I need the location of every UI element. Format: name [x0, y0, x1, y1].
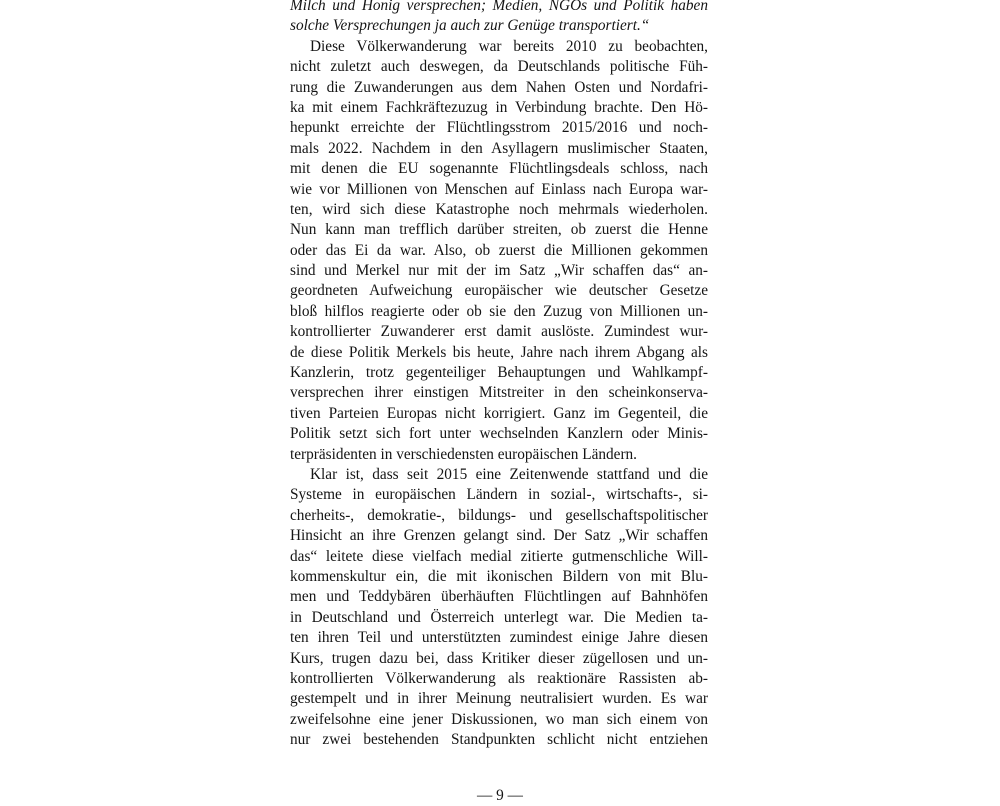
- text-line: das“ leitete diese vielfach medial zitierte gutmenschliche Will-: [290, 547, 708, 565]
- body-text: [290, 0, 708, 750]
- text-line: versprechen ihrer einstigen Mitstreiter in den scheinkonserva-: [290, 384, 708, 402]
- text-line: mals 2022. Nachdem in den Asyllagern muslimischer Staaten,: [290, 139, 708, 157]
- text-line: wie vor Millionen von Menschen auf Einlass nach Europa war-: [290, 180, 708, 198]
- text-line: ka mit einem Fachkräftezuzug in Verbindung brachte. Den Hö-: [290, 98, 708, 116]
- text-line: Hinsicht an ihre Grenzen gelangt sind. Der Satz „Wir schaffen: [290, 527, 708, 545]
- page-number: — 9 —: [477, 787, 523, 804]
- text-line: Kanzlerin, trotz gegenteiliger Behauptungen und Wahlkampf-: [290, 364, 708, 382]
- text-line: Kurs, trugen dazu bei, dass Kritiker dieser zügellosen und un-: [290, 649, 708, 667]
- text-line: terpräsidenten in verschiedensten europäischen Ländern.: [290, 445, 638, 463]
- text-line: gestempelt und in ihrer Meinung neutralisiert wurden. Es war: [290, 690, 708, 708]
- text-line: Milch und Honig versprechen; Medien, NGOs und Politik haben: [290, 0, 708, 14]
- text-line: kommenskultur ein, die mit ikonischen Bildern von mit Blu-: [290, 567, 708, 585]
- text-line: Politik setzt sich fort unter wechselnden Kanzlern oder Minis-: [290, 425, 708, 443]
- text-line: ten ihren Teil und unterstützten zumindest einige Jahre diesen: [290, 629, 708, 647]
- paragraph-2: [290, 465, 708, 750]
- quote-passage: [290, 0, 708, 37]
- text-line: kontrollierten Völkerwanderung als reaktionäre Rassisten ab-: [290, 669, 708, 687]
- text-line: solche Versprechungen ja auch zur Genüge transportiert.“: [290, 17, 650, 35]
- text-line: cherheits-, demokratie-, bildungs- und gesellschaftspolitischer: [290, 506, 708, 524]
- text-line: Klar ist, dass seit 2015 eine Zeitenwende stattfand und die: [310, 465, 708, 483]
- text-line: ten, wird sich diese Katastrophe noch mehrmals wiederholen.: [290, 200, 708, 218]
- text-line: oder das Ei da war. Also, ob zuerst die Millionen gekommen: [290, 241, 708, 259]
- text-line: Diese Völkerwanderung war bereits 2010 zu beobachten,: [310, 37, 708, 55]
- text-line: men und Teddybären überhäuften Flüchtlingen auf Bahnhöfen: [290, 588, 708, 606]
- text-line: nicht zuletzt auch deswegen, da Deutschlands politische Füh-: [290, 58, 708, 76]
- text-line: Nun kann man trefflich darüber streiten, ob zuerst die Henne: [290, 221, 708, 239]
- text-line: hepunkt erreichte der Flüchtlingsstrom 2015/2016 und noch-: [290, 119, 708, 137]
- text-line: Systeme in europäischen Ländern in sozial-, wirtschafts-, si-: [290, 486, 708, 504]
- text-line: bloß hilflos reagierte oder ob sie den Zuzug von Millionen un-: [290, 302, 708, 320]
- text-line: tiven Parteien Europas nicht korrigiert. Ganz im Gegenteil, die: [290, 404, 708, 422]
- text-line: geordneten Aufweichung europäischer wie deutscher Gesetze: [290, 282, 708, 300]
- text-line: nur zwei bestehenden Standpunkten schlicht nicht entziehen: [290, 731, 708, 749]
- text-line: de diese Politik Merkels bis heute, Jahre nach ihrem Abgang als: [290, 343, 708, 361]
- text-line: in Deutschland und Österreich unterlegt war. Die Medien ta-: [290, 608, 708, 626]
- text-line: kontrollierter Zuwanderer erst damit auslöste. Zumindest wur-: [290, 323, 708, 341]
- text-line: zweifelsohne eine jener Diskussionen, wo man sich einem von: [290, 710, 708, 728]
- text-line: mit denen die EU sogenannte Flüchtlingsdeals schloss, nach: [290, 160, 708, 178]
- text-line: sind und Merkel nur mit der im Satz „Wir schaffen das“ an-: [290, 262, 708, 280]
- paragraph-1: [290, 37, 708, 465]
- text-line: rung die Zuwanderungen aus dem Nahen Osten und Nordafri-: [290, 78, 708, 96]
